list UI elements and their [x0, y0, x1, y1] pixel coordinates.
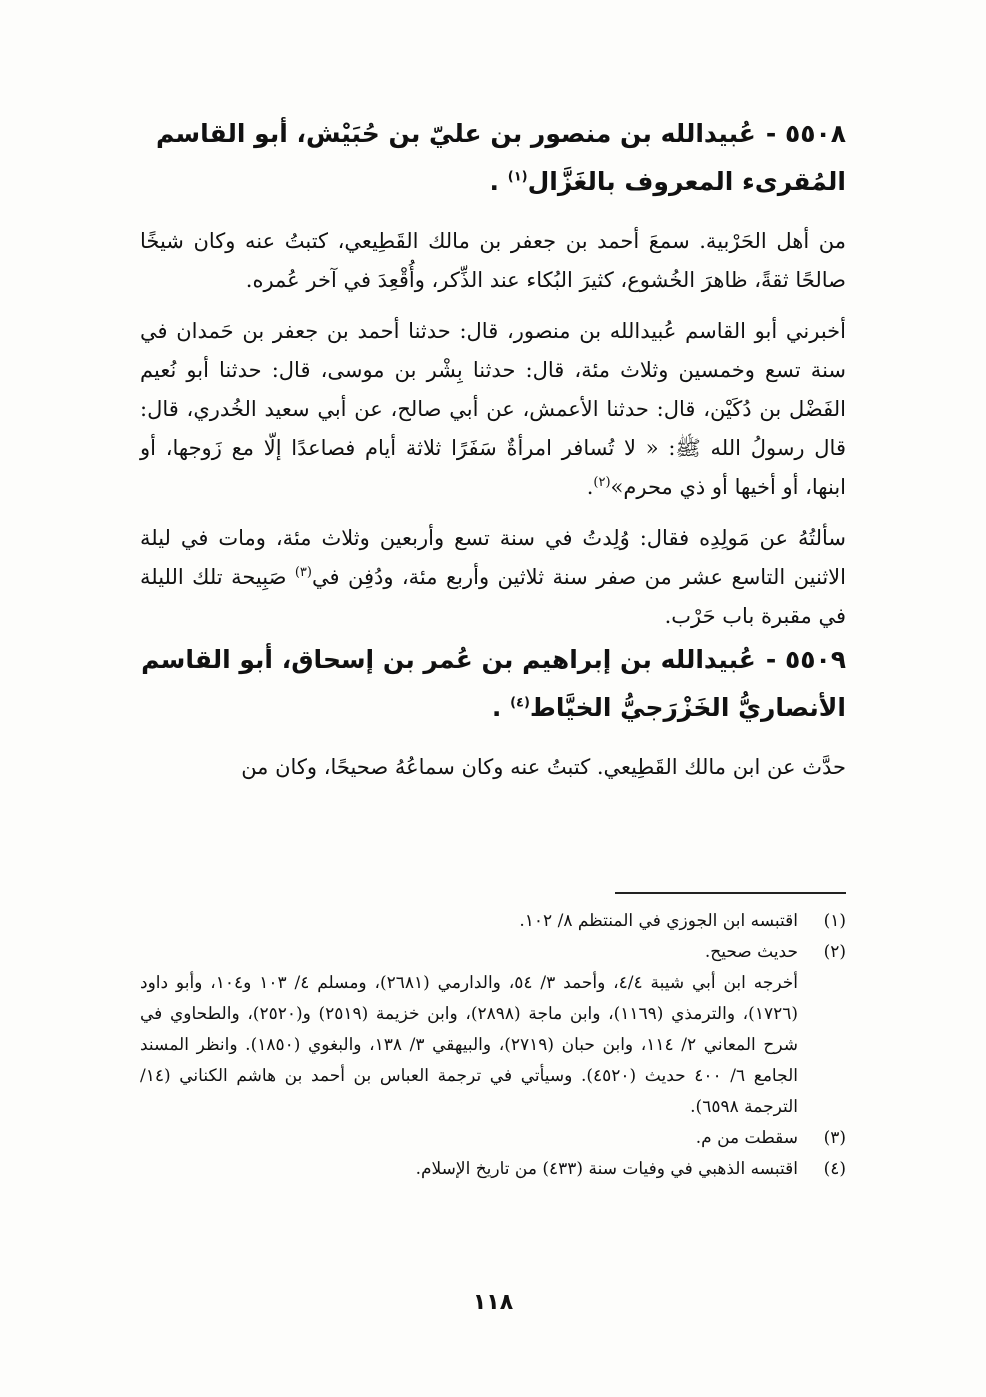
entry-5508-heading	[140, 110, 846, 206]
footnote-ref-2: (٢)	[593, 475, 611, 490]
footnote-3-number: (٣)	[823, 1128, 846, 1148]
hadith-text: أخبرني أبو القاسم عُبيدالله بن منصور، قال: حدثنا أحمد بن جعفر بن حَمدان في سنة تسع وخمسين وثلاث مئة، قال: حدثنا بِشْر بن موسى، قال: حدثنا أبو نُعيم الفَضْل بن دُكَيْن، قال: حدثنا الأعمش، عن أبي صالح، عن أبي سعيد الخُدري، قال: قال رسولُ الله ﷺ: « لا تُسافر امرأةٌ سَفَرًا ثلاثة أيام فصاعدًا إلّا مع زَوجها، أو ابنها، أو أخيها أو ذي محرم»	[140, 319, 846, 499]
footnote-3	[140, 1123, 846, 1154]
entry-5508-heading-line-1: عُبيدالله بن منصور بن عليّ بن حُبَيْش، أبو القاسم	[155, 119, 756, 148]
footnote-4-number: (٤)	[823, 1159, 846, 1179]
footnote-4-text: اقتبسه الذهبي في وفيات سنة (٤٣٣) من تاريخ الإسلام.	[415, 1159, 798, 1179]
entry-5508-paragraph-3	[140, 519, 846, 636]
footnote-2-number: (٢)	[823, 942, 846, 962]
entry-5508-paragraph-2	[140, 312, 846, 507]
entry-5509-heading-line-2: الأنصاريُّ الخَزْرَجيُّ الخيَّاط	[529, 693, 846, 722]
footnote-1-number: (١)	[823, 911, 846, 931]
entry-5509-paragraph-1: حدَّث عن ابن مالك القَطِيعي. كتبتُ عنه وكان سماعُهُ صحيحًا، وكان من	[241, 755, 846, 779]
footnote-3-text: سقطت من م.	[695, 1128, 798, 1148]
entry-5508-paragraph-1: من أهل الحَرْبية. سمعَ أحمد بن جعفر بن مالك القَطِيعي، كتبتُ عنه وكان شيخًا صالحًا ثقةً، ظاهرَ الخُشوع، كثيرَ البُكاء عند الذِّكر، وأُقْعِدَ في آخر عُمره.	[140, 229, 846, 292]
footnote-4	[140, 1154, 846, 1185]
footnote-1	[140, 906, 846, 937]
main-text	[140, 110, 846, 787]
page-number: ١١٨	[472, 1290, 514, 1315]
entry-5508-heading-end: .	[489, 167, 508, 196]
footnote-ref-1: (١)	[507, 169, 528, 185]
footnote-ref-4: (٤)	[510, 695, 530, 711]
entry-5508-number: ٥٥٠٨ -	[765, 119, 846, 148]
entry-5509-heading	[140, 636, 846, 732]
burial-text: صَبِيحة تلك الليلة في مقبرة باب حَرْب.	[140, 565, 846, 628]
entry-5508-heading-line-2: المُقرىء المعروف بالغَزَّال	[527, 167, 846, 196]
footnote-separator	[615, 892, 846, 894]
entry-5509-heading-end: .	[491, 693, 511, 722]
footnote-1-text: اقتبسه ابن الجوزي في المنتظم ٨/ ١٠٢.	[519, 911, 798, 931]
entry-5509-heading-line-1: عُبيدالله بن إبراهيم بن عُمر بن إسحاق، أبو القاسم	[141, 645, 756, 674]
footnote-2-text: حديث صحيح.	[704, 942, 798, 962]
hadith-end: .	[586, 475, 594, 499]
footnote-ref-3: (٣)	[294, 565, 312, 580]
birth-death-text: سألتُهُ عن مَولِدِه فقال: وُلِدتُ في سنة تسع وأربعين وثلاث مئة، ومات في ليلة الاثنين التاسع عشر من صفر سنة ثلاثين وأربع مئة، ودُفِن في	[140, 526, 846, 589]
footnote-2-sources: أخرجه ابن أبي شيبة ٤/٤، وأحمد ٣/ ٥٤، والدارمي (٢٦٨١)، ومسلم ٤/ ١٠٣ و١٠٤، وأبو داود (١٧٢٦)، والترمذي (١١٦٩)، وابن ماجة (٢٨٩٨)، وابن خزيمة (٢٥١٩) و(٢٥٢٠)، والطحاوي في شرح المعاني ٢/ ١١٤، وابن حبان (٢٧١٩)، والبيهقي ٣/ ١٣٨، والبغوي (١٨٥٠). وانظر المسند الجامع ٦/ ٤٠٠ حديث (٤٥٢٠). وسيأتي في ترجمة العباس بن أحمد بن هاشم الكناني (١٤/ الترجمة ٦٥٩٨).	[140, 973, 798, 1117]
entry-5509-number: ٥٥٠٩ -	[765, 645, 846, 674]
footnotes	[140, 906, 846, 1185]
footnote-2	[140, 937, 846, 968]
